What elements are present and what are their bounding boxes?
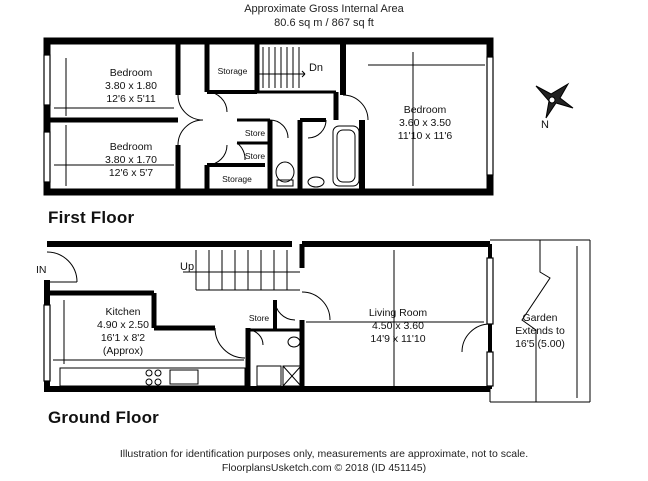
kitchen-note: (Approx) — [102, 345, 144, 357]
ground-store-label: Store — [248, 313, 270, 323]
bedroom-3-label — [380, 104, 470, 143]
copyright-text: FloorplansUsketch.com © 2018 (ID 451145) — [221, 462, 427, 474]
bedroom-3-metric: 3.60 x 3.50 — [399, 117, 451, 129]
kitchen-name: Kitchen — [105, 306, 141, 318]
garden-line2: Extends to — [515, 325, 565, 337]
entrance-label: IN — [36, 264, 47, 276]
stairs-up-label: Up — [180, 261, 195, 273]
garden-name: Garden — [522, 312, 558, 324]
ground-floor-stairs — [183, 250, 300, 290]
bedroom-2-imperial: 12'6 x 5'7 — [108, 167, 154, 179]
bedroom-2-name: Bedroom — [109, 141, 153, 153]
bedroom-2-label — [86, 141, 176, 180]
living-room-imperial: 14'9 x 11'10 — [370, 333, 426, 345]
compass-rose — [536, 84, 573, 118]
compass-north-label: N — [541, 119, 549, 131]
kitchen-metric: 4.90 x 2.50 — [97, 319, 149, 331]
storage-top-label: Storage — [217, 66, 248, 76]
area-title: Approximate Gross Internal Area — [244, 3, 404, 15]
area-value: 80.6 sq m / 867 sq ft — [274, 17, 374, 29]
living-room-name: Living Room — [368, 307, 428, 319]
stairs-down-label: Dn — [308, 62, 324, 74]
garden-label — [500, 312, 580, 351]
kitchen-label — [78, 306, 168, 358]
first-floor-title: First Floor — [48, 208, 135, 227]
bedroom-1-imperial: 12'6 x 5'11 — [106, 93, 156, 105]
kitchen-imperial: 16'1 x 8'2 — [100, 332, 146, 344]
bedroom-2-metric: 3.80 x 1.70 — [105, 154, 157, 166]
bedroom-1-metric: 3.80 x 1.80 — [105, 80, 157, 92]
store-2-label: Store — [244, 151, 266, 161]
disclaimer-text: Illustration for identification purposes only, measurements are approximate, not to scale. — [119, 448, 529, 460]
first-floor-stairs — [259, 47, 305, 88]
storage-bottom-label: Storage — [222, 174, 252, 184]
garden-line3: 16'5 (5.00) — [515, 338, 565, 350]
bedroom-3-imperial: 11'10 x 11'6 — [397, 130, 453, 142]
ground-floor-title: Ground Floor — [48, 408, 159, 427]
bedroom-3-name: Bedroom — [403, 104, 447, 116]
living-room-metric: 4.50 x 3.60 — [372, 320, 424, 332]
bedroom-1-name: Bedroom — [109, 67, 153, 79]
store-1-label: Store — [244, 128, 266, 138]
first-floor-doors — [178, 92, 368, 165]
living-room-label — [348, 307, 448, 346]
bedroom-1-label — [86, 67, 176, 106]
